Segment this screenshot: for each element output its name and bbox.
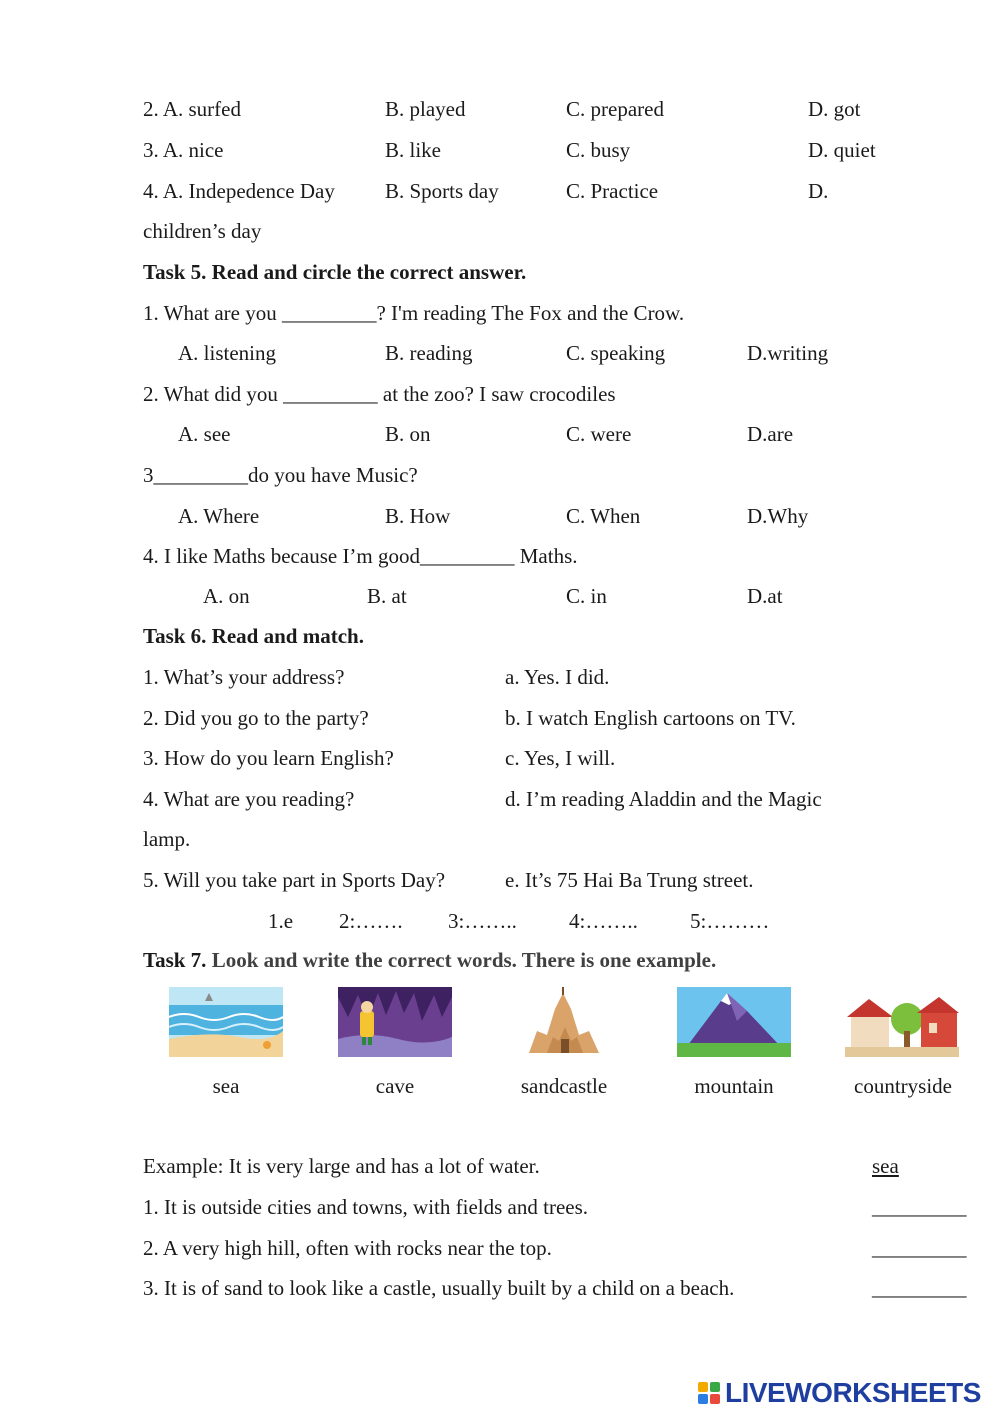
liveworksheets-logo: [697, 1378, 981, 1408]
task7-item-3: 3. It is of sand to look like a castle, usually built by a child on a beach.: [143, 1276, 735, 1300]
task6-answer-d-wrap: lamp.: [143, 827, 191, 851]
task6-question-2: 2. Did you go to the party?: [143, 706, 369, 730]
task6-answer-a: a. Yes. I did.: [505, 665, 610, 689]
task6-key-2[interactable]: 2:…….: [339, 909, 403, 933]
task5-q1-option-b[interactable]: B. reading: [385, 341, 473, 365]
task4-row-3-option-a: 3. A. nice: [143, 138, 224, 162]
task5-title: Task 5. Read and circle the correct answer.: [143, 260, 527, 284]
task4-row-2-option-b: B. played: [385, 97, 466, 121]
word-sandcastle: sandcastle: [520, 1074, 608, 1098]
task6-title: Task 6. Read and match.: [143, 624, 364, 648]
task4-row-3-option-d: D. quiet: [808, 138, 876, 162]
task5-question-4: 4. I like Maths because I’m good_________ Maths.: [143, 544, 578, 568]
task6-question-5: 5. Will you take part in Sports Day?: [143, 868, 446, 892]
task7-title-label: Task 7.: [143, 948, 207, 972]
task6-key-4[interactable]: 4:……..: [569, 909, 638, 933]
sea-picture: [169, 987, 283, 1057]
task5-q1-option-c[interactable]: C. speaking: [566, 341, 666, 365]
task7-example-text: Example: It is very large and has a lot of water.: [143, 1154, 540, 1178]
task7-item-2: 2. A very high hill, often with rocks near the top.: [143, 1236, 552, 1260]
task5-q3-option-a[interactable]: A. Where: [178, 504, 260, 528]
task6-question-1: 1. What’s your address?: [143, 665, 345, 689]
task4-row-4-wrap: children’s day: [143, 219, 262, 243]
task4-row-3-option-c: C. busy: [566, 138, 631, 162]
task4-row-4-option-a: 4. A. Indepedence Day: [143, 179, 335, 203]
task5-q4-option-d[interactable]: D.at: [747, 584, 783, 608]
task7-title-instruction: Look and write the correct words. There is one example.: [206, 948, 717, 972]
task5-q3-option-b[interactable]: B. How: [385, 504, 451, 528]
task5-q4-option-b[interactable]: B. at: [367, 584, 407, 608]
task7-title: [143, 950, 716, 971]
mountain-picture: [677, 987, 791, 1057]
cave-picture: [338, 987, 452, 1057]
word-countryside: countryside: [854, 1074, 952, 1098]
task4-row-3-option-b: B. like: [385, 138, 441, 162]
task5-question-1: 1. What are you _________? I'm reading The Fox and the Crow.: [143, 301, 685, 325]
task6-question-3: 3. How do you learn English?: [143, 746, 394, 770]
task5-q1-option-d[interactable]: D.writing: [747, 341, 829, 365]
task7-item-1: 1. It is outside cities and towns, with fields and trees.: [143, 1195, 589, 1219]
task5-q1-option-a[interactable]: A. listening: [178, 341, 276, 365]
task5-q2-option-d[interactable]: D.are: [747, 422, 794, 446]
task5-q4-option-a[interactable]: A. on: [203, 584, 250, 608]
countryside-picture: [845, 987, 959, 1057]
task4-row-4-option-b: B. Sports day: [385, 179, 499, 203]
task6-question-4: 4. What are you reading?: [143, 787, 355, 811]
task6-answer-d: d. I’m reading Aladdin and the Magic: [505, 787, 822, 811]
task6-key-1: 1.e: [268, 909, 294, 933]
task4-row-4-option-d: D.: [808, 179, 829, 203]
task5-q3-option-c[interactable]: C. When: [566, 504, 641, 528]
word-mountain: mountain: [694, 1074, 774, 1098]
task6-answer-b: b. I watch English cartoons on TV.: [505, 706, 796, 730]
task4-row-2-option-d: D. got: [808, 97, 861, 121]
task6-answer-e: e. It’s 75 Hai Ba Trung street.: [505, 868, 754, 892]
task5-q2-option-c[interactable]: C. were: [566, 422, 632, 446]
task6-answer-c: c. Yes, I will.: [505, 746, 616, 770]
task4-row-2-option-a: 2. A. surfed: [143, 97, 241, 121]
liveworksheets-brand: LIVEWORKSHEETS: [725, 1377, 981, 1408]
word-sea: sea: [212, 1074, 240, 1098]
task7-item-3-blank[interactable]: _________: [872, 1276, 967, 1300]
word-cave: cave: [375, 1074, 415, 1098]
task7-item-1-blank[interactable]: _________: [872, 1195, 967, 1219]
task5-question-3: 3_________do you have Music?: [143, 463, 418, 487]
task4-row-4-option-c: C. Practice: [566, 179, 659, 203]
task6-key-3[interactable]: 3:……..: [448, 909, 517, 933]
task5-question-2: 2. What did you _________ at the zoo? I saw crocodiles: [143, 382, 616, 406]
task6-key-5[interactable]: 5:………: [690, 909, 770, 933]
task5-q2-option-a[interactable]: A. see: [178, 422, 231, 446]
task5-q4-option-c[interactable]: C. in: [566, 584, 607, 608]
task7-example-answer: sea: [872, 1154, 899, 1178]
liveworksheets-logo-icon: [697, 1381, 721, 1405]
task7-item-2-blank[interactable]: _________: [872, 1236, 967, 1260]
task4-row-2-option-c: C. prepared: [566, 97, 664, 121]
sandcastle-picture: [507, 987, 621, 1057]
task5-q3-option-d[interactable]: D.Why: [747, 504, 809, 528]
task5-q2-option-b[interactable]: B. on: [385, 422, 431, 446]
